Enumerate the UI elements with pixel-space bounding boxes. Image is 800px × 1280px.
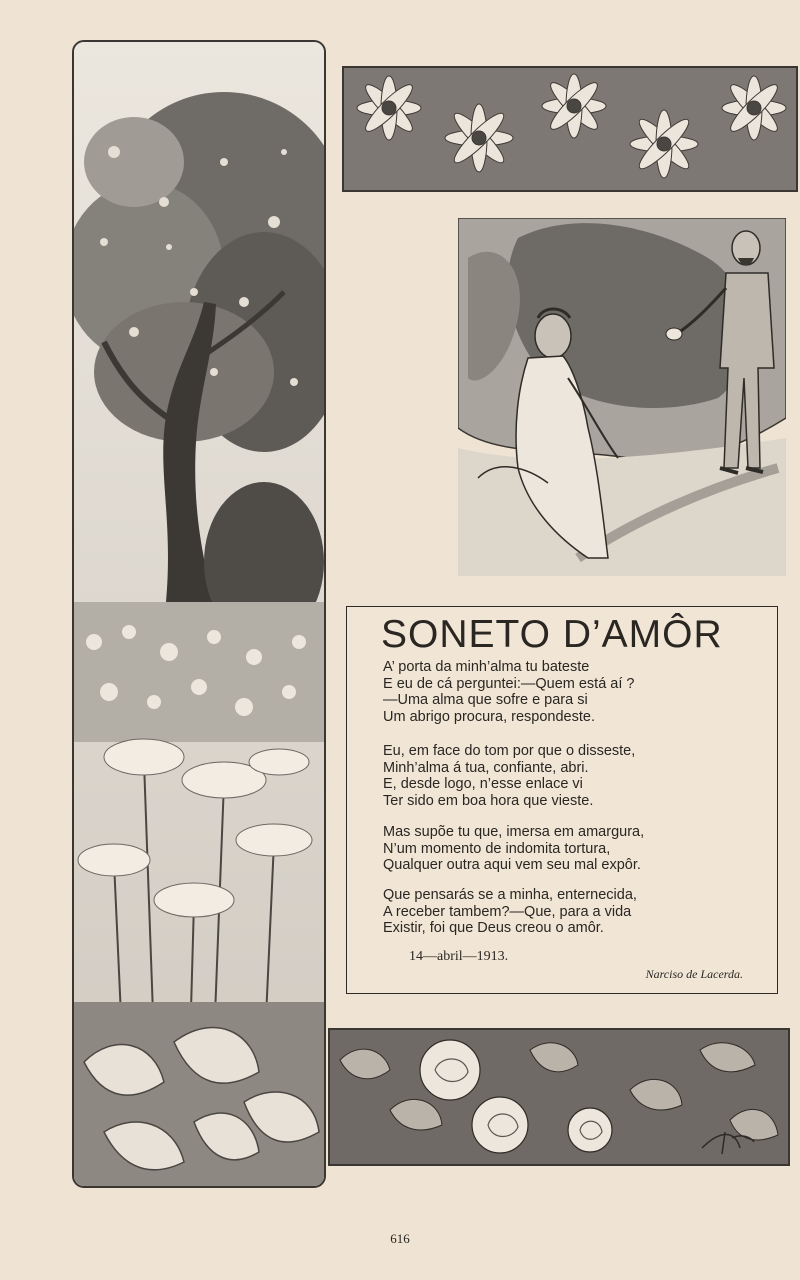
bottom-floral-border [328, 1028, 790, 1166]
poem-line: Qualquer outra aqui vem seu mal expôr. [383, 857, 641, 873]
poem-title: SONETO D’AMÔR [381, 613, 723, 656]
poem-line: N’um momento de indomita tortura, [383, 840, 611, 857]
poem-line: —Uma alma que sofre e para si [383, 692, 588, 708]
poem-line: A’ porta da minh’alma tu bateste [383, 659, 590, 675]
poem-line: Existir, foi que Deus creou o amôr. [383, 920, 604, 936]
poem-line: Ter sido em boa hora que vieste. [383, 792, 594, 809]
top-floral-border [342, 66, 798, 192]
poem-author: Narciso de Lacerda. [645, 967, 743, 981]
poem-line: E eu de cá perguntei:—Quem está aí ? [383, 675, 635, 692]
poem-line: Eu, em face do tom por que o disseste, [383, 743, 636, 759]
stanza [383, 887, 637, 937]
stanza [383, 824, 644, 874]
tree-flowers-drawing [74, 42, 324, 1186]
poem-line: E, desde logo, n’esse enlace vi [383, 776, 583, 792]
poem-line: A receber tambem?—Que, para a vida [383, 903, 632, 920]
poem-line: Mas supõe tu que, imersa em amargura, [383, 824, 645, 840]
page-number: 616 [390, 1231, 410, 1246]
daisy-pattern-drawing [344, 68, 796, 190]
couple-scene-drawing [458, 218, 786, 576]
poem-date: 14—abril—1913. [409, 949, 509, 964]
left-illustration-tree-flowers [72, 40, 326, 1188]
stanza [383, 743, 635, 809]
stanza [383, 659, 634, 725]
rose-pattern-drawing [330, 1030, 788, 1164]
poem-line: Que pensarás se a minha, enternecida, [383, 887, 637, 903]
poem-box [346, 606, 778, 994]
poem-line: Um abrigo procura, respondeste. [383, 708, 595, 725]
poem-line: Minh’alma á tua, confiante, abri. [383, 759, 589, 776]
scene-illustration-couple [458, 218, 786, 576]
